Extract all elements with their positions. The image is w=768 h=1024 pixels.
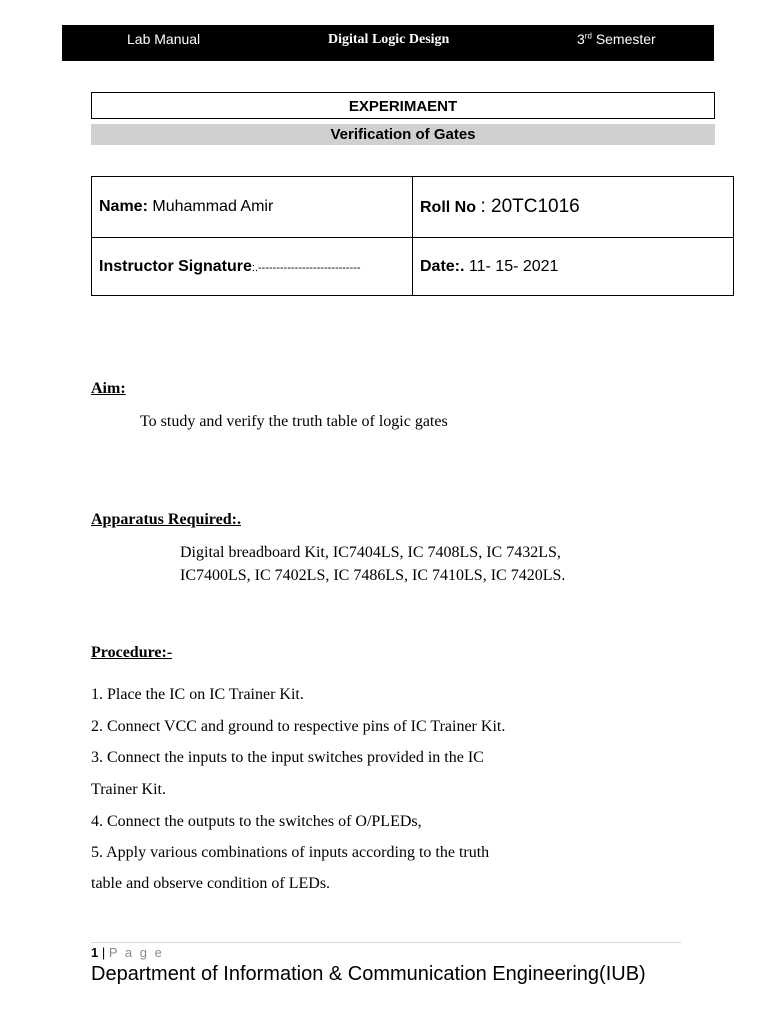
- roll-value: : 20TC1016: [480, 196, 580, 217]
- procedure-step: table and observe condition of LEDs.: [91, 875, 331, 892]
- apparatus-line-1: Digital breadboard Kit, IC7404LS, IC 7408LS, IC 7432LS,: [180, 544, 561, 561]
- apparatus-line-2: IC7400LS, IC 7402LS, IC 7486LS, IC 7410LS, IC 7420LS.: [180, 567, 566, 584]
- roll-cell: [413, 177, 734, 238]
- student-info-table: [91, 176, 734, 296]
- date-cell: [413, 238, 734, 296]
- procedure-heading: Procedure:-: [91, 644, 173, 661]
- experiment-subtitle: Verification of Gates: [91, 124, 715, 145]
- page-number: 1 | P a g e: [91, 945, 164, 960]
- procedure-step: Trainer Kit.: [91, 781, 166, 798]
- apparatus-heading: Apparatus Required:.: [91, 511, 241, 528]
- header-bar: [62, 25, 714, 61]
- footer-divider: [91, 942, 681, 943]
- signature-line: :.----------------------------: [251, 261, 361, 274]
- header-semester: 3rd Semester: [577, 31, 656, 47]
- header-lab-manual: Lab Manual: [127, 31, 201, 47]
- name-cell: [92, 177, 413, 238]
- aim-heading: Aim:: [91, 380, 126, 397]
- roll-label: Roll No: [420, 199, 476, 216]
- procedure-step: 2. Connect VCC and ground to respective pins of IC Trainer Kit.: [91, 718, 506, 735]
- header-course-title: Digital Logic Design: [328, 32, 450, 47]
- department-name: Department of Information & Communication Engineering(IUB): [91, 963, 646, 985]
- procedure-step: 5. Apply various combinations of inputs according to the truth: [91, 844, 490, 861]
- procedure-step: 3. Connect the inputs to the input switches provided in the IC: [91, 749, 484, 766]
- name-value: Muhammad Amir: [152, 198, 274, 215]
- name-label: Name:: [99, 198, 148, 215]
- aim-text: To study and verify the truth table of logic gates: [140, 413, 448, 430]
- experiment-title: EXPERIMAENT: [91, 92, 715, 119]
- signature-label: Instructor Signature: [99, 257, 252, 275]
- date-value: 11- 15- 2021: [468, 257, 559, 275]
- date-label: Date:.: [420, 257, 465, 275]
- signature-cell: [92, 238, 413, 296]
- procedure-step: 1. Place the IC on IC Trainer Kit.: [91, 686, 304, 703]
- procedure-step: 4. Connect the outputs to the switches of O/PLEDs,: [91, 813, 422, 830]
